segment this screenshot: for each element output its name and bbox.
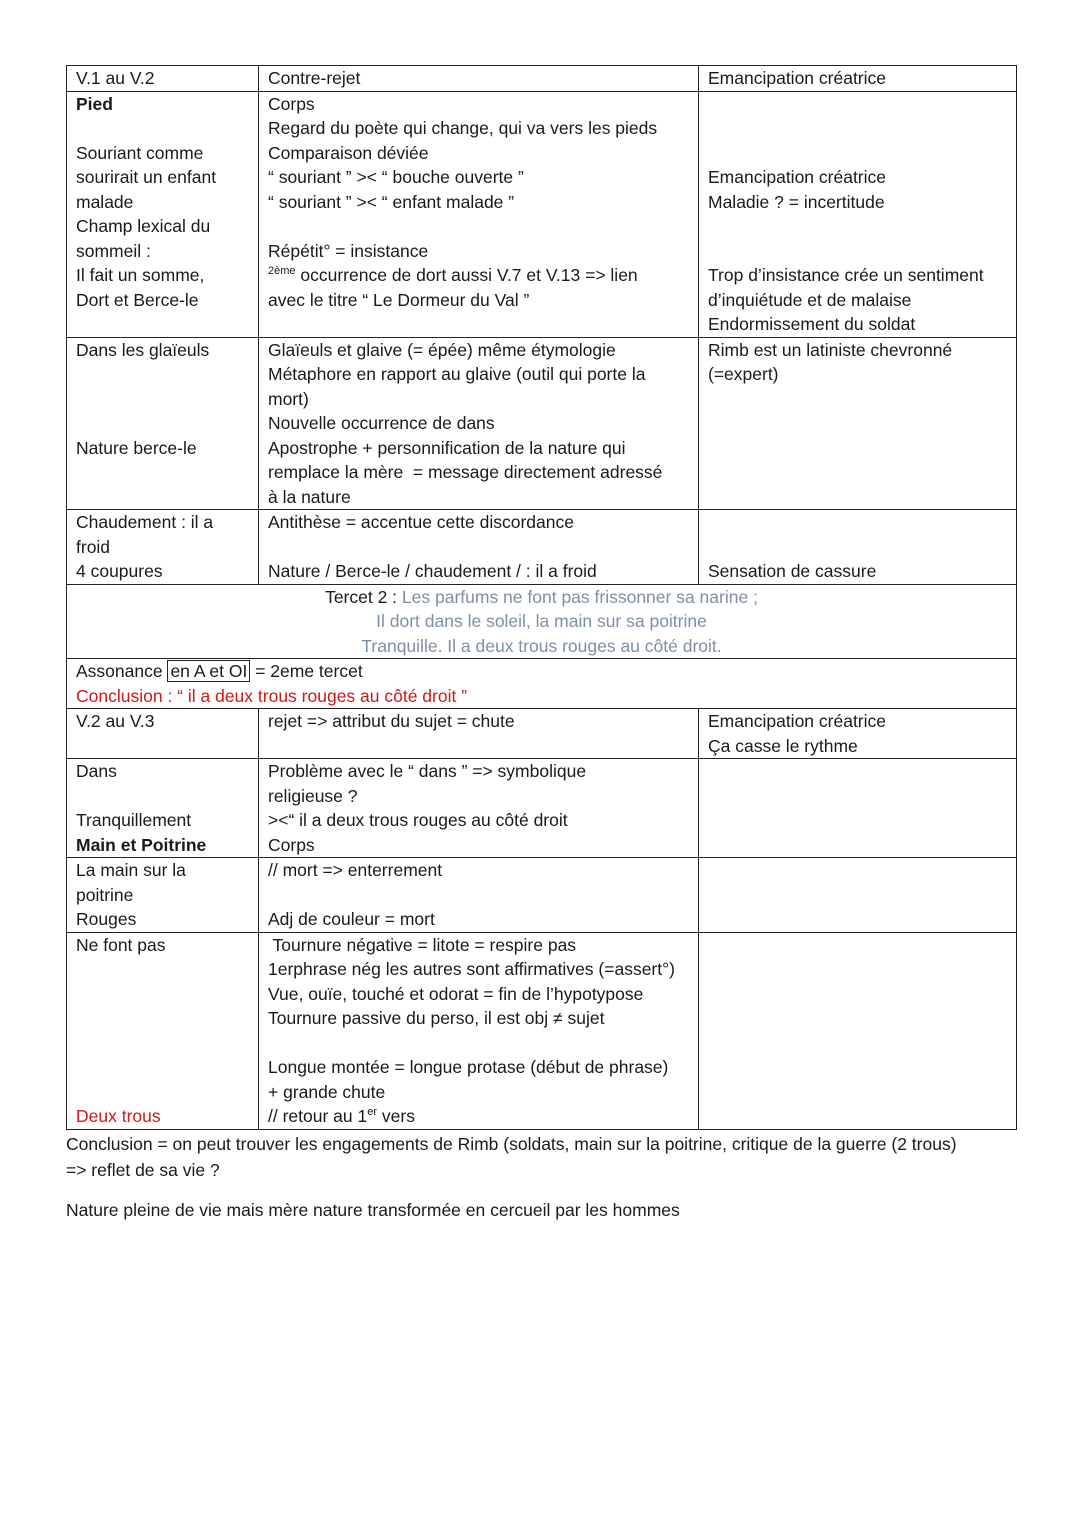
text-line: Ne font pas xyxy=(76,934,166,955)
boxed-text: en A et OI xyxy=(167,660,250,682)
text-line: + grande chute xyxy=(268,1081,386,1102)
text-line xyxy=(76,585,1007,610)
text-line: Regard du poète qui change, qui va vers les pieds xyxy=(268,118,658,138)
text-line: froid xyxy=(76,536,111,557)
text-line: Tournure passive du perso, il est obj ≠ sujet xyxy=(268,1008,605,1028)
text-line: Emancipation créatrice xyxy=(708,68,886,88)
cell xyxy=(699,66,1017,92)
table-row xyxy=(67,709,1017,759)
text-line: Tournure négative = litote = respire pas xyxy=(268,934,577,955)
text-fragment: Assonance xyxy=(76,661,168,681)
text-line: La main sur la xyxy=(76,860,186,880)
tercet-label: Tercet 2 : xyxy=(325,586,402,607)
text-fragment: phrase nég les autres sont affirmatives (=assert°) xyxy=(293,959,675,979)
text-line: Deux trous xyxy=(76,1106,161,1126)
text-line xyxy=(268,1104,689,1129)
table-row xyxy=(67,584,1017,659)
text-line: Dort et Berce-le xyxy=(76,289,199,310)
notes-page xyxy=(66,65,1016,1223)
assonance-cell xyxy=(67,659,1017,709)
cell xyxy=(67,510,259,585)
table-row xyxy=(67,659,1017,709)
text-line: Maladie ? = incertitude xyxy=(708,191,885,212)
table-row xyxy=(67,759,1017,858)
text-line: sourirait un enfant xyxy=(76,167,217,187)
cell xyxy=(699,91,1017,337)
cell xyxy=(67,709,259,759)
cell xyxy=(67,66,259,92)
text-line: Corps xyxy=(268,93,315,114)
table-row xyxy=(67,932,1017,1129)
conclusion-text: Conclusion : “ il a deux trous rouges au côté droit ” xyxy=(76,685,468,706)
table-row xyxy=(67,91,1017,337)
text-line: Comparaison déviée xyxy=(268,142,429,163)
final-line: Nature pleine de vie mais mère nature transformée en cercueil par les hommes xyxy=(66,1199,680,1220)
cell xyxy=(259,91,699,337)
text-line: Longue montée = longue protase (début de phrase) xyxy=(268,1057,669,1077)
text-line: (=expert) xyxy=(708,364,779,384)
poem-line: Il dort dans le soleil, la main sur sa poitrine xyxy=(376,611,707,631)
text-line: Tranquillement xyxy=(76,810,192,830)
text-line: Problème avec le “ dans ” => symbolique xyxy=(268,761,587,781)
text-fragment: occurrence de dort aussi V.7 et V.13 => lien xyxy=(295,265,638,285)
text-line: Trop d’insistance crée un sentiment xyxy=(708,265,984,285)
cell xyxy=(67,91,259,337)
text-line: sommeil : xyxy=(76,240,151,261)
poem-line: Les parfums ne font pas frissonner sa narine ; xyxy=(401,586,758,607)
superscript: 2ème xyxy=(268,265,296,278)
table-row xyxy=(67,66,1017,92)
text-fragment: // retour au 1 xyxy=(268,1106,368,1126)
text-line: Emancipation créatrice xyxy=(708,711,886,731)
text-line: 4 coupures xyxy=(76,561,163,581)
text-fragment: vers xyxy=(377,1106,415,1126)
text-line: Nouvelle occurrence de dans xyxy=(268,413,495,433)
tercet-cell xyxy=(67,584,1017,659)
text-line: Apostrophe + personnification de la nature qui xyxy=(268,437,626,458)
text-line: V.2 au V.3 xyxy=(76,711,155,731)
text-line: Sensation de cassure xyxy=(708,561,877,581)
cell xyxy=(259,759,699,858)
text-line: Pied xyxy=(76,93,113,114)
cell xyxy=(699,709,1017,759)
cell xyxy=(67,858,259,933)
text-line: Emancipation créatrice xyxy=(708,167,886,187)
cell xyxy=(699,337,1017,510)
text-line: d’inquiétude et de malaise xyxy=(708,289,912,310)
text-line xyxy=(76,659,1007,684)
cell xyxy=(259,510,699,585)
text-line: à la nature xyxy=(268,486,351,507)
text-line: “ souriant ” >< “ bouche ouverte ” xyxy=(268,167,524,187)
text-line: Champ lexical du xyxy=(76,216,211,236)
text-line: Souriant comme xyxy=(76,142,204,163)
superscript: er xyxy=(367,1106,378,1119)
text-line: Métaphore en rapport au glaive (outil qui porte la xyxy=(268,364,646,384)
text-line: Nature / Berce-le / chaudement / : il a froid xyxy=(268,561,597,581)
text-line: Main et Poitrine xyxy=(76,834,207,855)
cell xyxy=(67,759,259,858)
text-line: Rouges xyxy=(76,909,137,929)
cell xyxy=(259,66,699,92)
cell xyxy=(699,759,1017,858)
text-fragment: = 2eme tercet xyxy=(250,661,363,681)
text-line: Chaudement : il a xyxy=(76,512,214,532)
text-line: Antithèse = accentue cette discordance xyxy=(268,512,574,532)
text-line: mort) xyxy=(268,388,309,409)
cell xyxy=(67,337,259,510)
text-line: “ souriant ” >< “ enfant malade ” xyxy=(268,191,515,212)
conclusion-line: => reflet de sa vie ? xyxy=(66,1159,220,1180)
text-line: Glaïeuls et glaive (= épée) même étymologie xyxy=(268,339,616,360)
text-line: Répétit° = insistance xyxy=(268,240,429,261)
text-line: remplace la mère = message directement adressé xyxy=(268,462,663,482)
text-line: Endormissement du soldat xyxy=(708,314,916,334)
text-line: Ça casse le rythme xyxy=(708,735,858,756)
text-line: V.1 au V.2 xyxy=(76,68,155,88)
text-line: malade xyxy=(76,191,134,212)
text-line: Vue, ouïe, touché et odorat = fin de l’hypotypose xyxy=(268,983,644,1004)
text-line: ><“ il a deux trous rouges au côté droit xyxy=(268,810,568,830)
cell xyxy=(259,709,699,759)
cell xyxy=(259,932,699,1129)
conclusion-line: Conclusion = on peut trouver les engagements de Rimb (soldats, main sur la poitrine, critique de la guerre (2 trous) xyxy=(66,1133,957,1154)
text-line: Dans xyxy=(76,761,117,781)
text-line: rejet => attribut du sujet = chute xyxy=(268,711,515,731)
table-row xyxy=(67,858,1017,933)
analysis-table xyxy=(66,65,1017,1130)
table-row xyxy=(67,510,1017,585)
text-line: // mort => enterrement xyxy=(268,860,443,880)
text-line: Rimb est un latiniste chevronné xyxy=(708,339,953,360)
text-line: Dans les glaïeuls xyxy=(76,339,210,360)
cell xyxy=(259,337,699,510)
cell xyxy=(67,932,259,1129)
text-line: Il fait un somme, xyxy=(76,265,205,285)
cell xyxy=(699,858,1017,933)
cell xyxy=(699,932,1017,1129)
table-row xyxy=(67,337,1017,510)
cell xyxy=(699,510,1017,585)
text-line xyxy=(268,263,689,288)
text-line: Nature berce-le xyxy=(76,437,197,458)
text-fragment: 1er xyxy=(268,959,294,979)
text-line: Corps xyxy=(268,834,315,855)
text-line: Adj de couleur = mort xyxy=(268,909,435,929)
text-line: avec le titre “ Le Dormeur du Val ” xyxy=(268,289,530,310)
text-line: poitrine xyxy=(76,884,134,905)
after-notes xyxy=(66,1131,1016,1223)
text-line xyxy=(268,957,689,982)
cell xyxy=(259,858,699,933)
text-line: Contre-rejet xyxy=(268,68,361,88)
text-line: religieuse ? xyxy=(268,785,358,806)
poem-line: Tranquille. Il a deux trous rouges au côté droit. xyxy=(361,635,722,656)
